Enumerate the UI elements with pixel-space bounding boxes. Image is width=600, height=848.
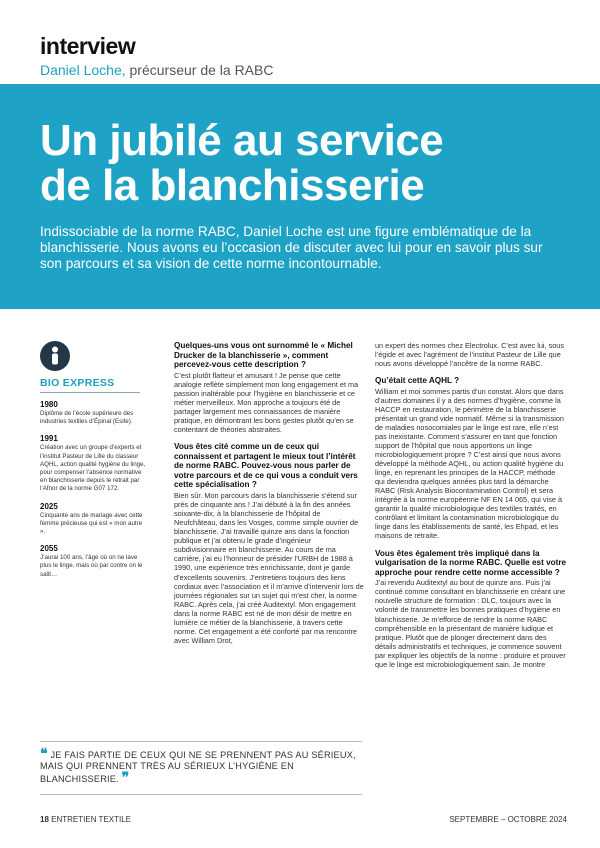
section-label: interview [40,33,136,59]
bio-entry [40,502,146,537]
page-footer [40,815,567,824]
title-line-2: de la blanchisserie [40,161,425,210]
pull-quote [40,745,364,785]
bio-entry [40,544,146,579]
byline [40,62,273,78]
answer: J’ai revendu Auditextyl au bout de quinze ans. Puis j’ai continué comme consultant en blanchisserie en créant une nouvelle structure de formation : DLC, toujours avec la volonté de transmettre les bonnes pratiques d’hygiène en blanchisserie. Je m’efforce de rendre la norme RABC compréhensible en la présentant de manière ludique et pratique. Plutôt que de plonger directement dans des détails administratifs et techniques, je commence souvent par expliquer les objectifs de la norme : produire et prouver que le linge est microbiologiquement sain. Je montre [375,578,566,669]
open-quote-icon: ❝ [40,745,48,761]
title-line-1: Un jubilé au service [40,116,444,165]
bio-heading: BIO EXPRESS [40,377,115,389]
person-icon [40,341,70,371]
question: Quelques-uns vous ont surnommé le « Michel Drucker de la blanchisserie », comment percevez-vous cette description ? [174,341,353,370]
close-quote-icon: ❞ [121,769,130,785]
answer: Bien sûr. Mon parcours dans la blanchisserie s’étend sur près de cinquante ans ! J’ai débuté à la fin des années soixante-dix, à la blanchisserie de l’hôpital de Neufchâteau, dans les Vosges, comme simple ouvrier de blanchisserie. J’ai travaillé quinze ans dans la fonction publique et j’ai obtenu le grade d’ingénieur subdivisionnaire en blanchisserie. Au cours de ma carrière, j’ai eu l’honneur de présider l’URBH de 1988 à 1990, une expérience très enrichissante, dont je garde d’excellents souvenirs. J’entretiens toujours des liens cordiaux avec l’association et il m’arrive d’intervenir lors de journées régionales sur un sujet qui m’est cher, la norme RABC. Après cela, j’ai créé Auditextyl. Mon engagement dans la norme RABC est né de mon désir de mettre en lumière ce métier de la blanchisserie, à travers cette norme. Cet engagement a été conforté par ma rencontre avec William Drot, [174,491,364,645]
interviewee-role: précurseur de la RABC [129,62,274,78]
bio-year: 1980 [40,400,58,409]
question: Qu’était cette AQHL ? [375,376,460,386]
interviewee-name: Daniel Loche, [40,62,126,78]
page-number: 18 [40,815,49,824]
bio-list [40,400,146,587]
issue-date: SEPTEMBRE – OCTOBRE 2024 [449,815,567,824]
magazine-name: ENTRETIEN TEXTILE [51,815,132,824]
article-lede: Indissociable de la norme RABC, Daniel Loche est une figure emblématique de la blanchisserie. Nous avons eu l’occasion de discuter avec lui pour en savoir plus sur son parcours et sa vision de cette norme incontournable. [40,224,543,271]
article-title [40,118,580,208]
quote-top-rule [40,741,362,742]
bio-entry [40,400,146,426]
bio-text: J’aurai 100 ans, l’âge où on ne lave plus le linge, mais où par contre on le salit… [40,554,143,578]
hero-banner [0,84,600,309]
question: Vous êtes également très impliqué dans la vulgarisation de la norme RABC. Quelle est votre approche pour rendre cette norme accessible ? [375,548,567,577]
bio-year: 1991 [40,434,58,444]
pull-quote-text: JE FAIS PARTIE DE CEUX QUI NE SE PRENNENT PAS AU SÉRIEUX, MAIS QUI PRENNENT TRÈS AU SÉRIEUX L’HYGIÈNE EN BLANCHISSERIE. [40,750,356,784]
article-column-middle [174,341,364,653]
bio-text: Diplôme de l’école supérieure des industries textiles d’Épinal (Esite). [40,410,134,426]
question: Vous êtes cité comme un de ceux qui connaissent et partagent le mieux tout l’intérêt de norme RABC. Pouvez-vous nous parler de votre parcours et de ce qui vous a conduit vers cette spécialisation ? [174,442,358,490]
bio-entry [40,434,146,493]
answer: C’est plutôt flatteur et amusant ! Je pense que cette analogie reflète simplement mon long engagement et ma passion inaltérable pour l’hygiène en blanchisserie et ce métier merveilleux. Mon approche a toujours été de partager largement mes connaissances de manière pratique, en démontrant les bons gestes plutôt qu’en se contentant de théories abstraites. [174,370,359,435]
quote-bottom-rule [40,794,362,795]
bio-year: 2055 [40,544,58,554]
bio-divider [40,392,140,393]
answer-continued: un expert des normes chez Electrolux. C’est avec lui, sous l’égide et avec l’agrément de l’institut Pasteur de Lille que nous avons développé l’ancêtre de la norme RABC. [375,341,564,369]
answer: William et moi sommes partis d’un constat. Alors que dans d’autres domaines il y a des normes d’hygiène, comme la HACCP en restauration, le périmètre de la blanchisserie présentait un grand vide normatif. Même si la transmission de maladies nosocomiales par le linge est rare, elle n’est pas inexistante. Comment s’assurer en tant que fonction support de l’hôpital que nous apportions un linge microbiologiquement propre ? C’est ainsi que nous avons développé la méthode AQHL, ou action qualité hygiène du linge, en reprenant les principes de la HACCP, méthode qui deviendra quelques années plus tard la démarche RABC (Risk Analysis Biocontamination Control) et sera intégrée à la norme européenne NF EN 14 065, qui vise à garantir la qualité microbiologique des textiles traités, en contrôlant et limitant la contamination microbiologique du linge dans les établissements de santé, les Ehpad, et les maisons de retraite. [375,386,564,541]
bio-text: Création avec un groupe d’experts et l’institut Pasteur de Lille du classeur AQHL, action qualité hygiène du linge, pour compenser l’absence normative en blanchisserie depuis le retrait par l’Afnor de la norme G07 172. [40,444,146,493]
bio-text: Cinquante ans de mariage avec cette femme précieuse qui est « mon autre ». [40,511,143,536]
bio-year: 2025 [40,501,58,511]
article-column-right [375,341,567,677]
